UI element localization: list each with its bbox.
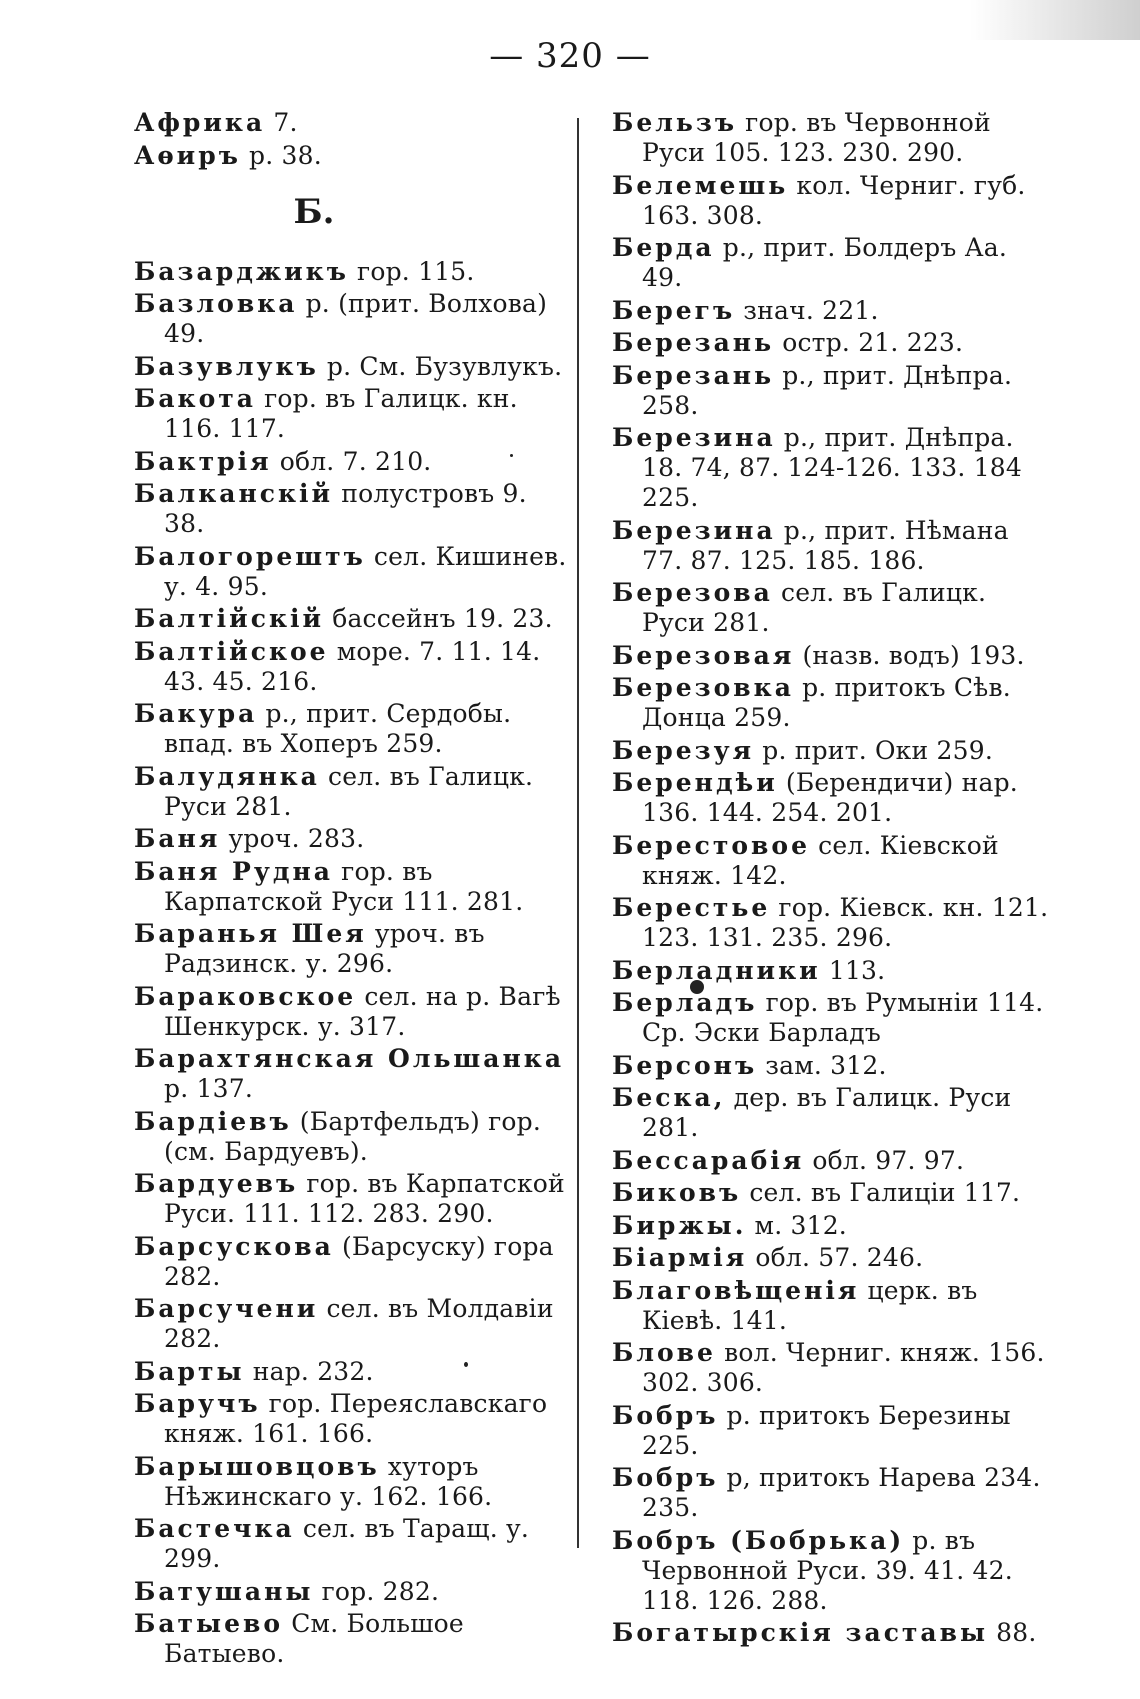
entry-headword: Батыево xyxy=(134,1609,284,1638)
entry-text: хуторъ Нѣжинскаго у. 162. 166. xyxy=(164,1451,493,1511)
index-entry xyxy=(612,673,1052,733)
entry-text: полустровъ 9. 38. xyxy=(164,479,527,538)
index-entry xyxy=(134,1232,574,1292)
index-entry xyxy=(612,1211,1052,1241)
index-entry xyxy=(612,893,1052,953)
entry-text: обл. 7. 210. xyxy=(271,446,432,476)
entry-text: сел. въ Галиціи 117. xyxy=(741,1178,1021,1207)
entry-headword: Берестье xyxy=(612,893,771,922)
entry-headword: Беска, xyxy=(612,1083,726,1112)
entry-text: (Берендичи) нар. 136. 144. 254. 201. xyxy=(642,768,1018,827)
index-entry xyxy=(134,1452,574,1512)
entry-headword: Базарджикъ xyxy=(134,256,349,286)
index-entry xyxy=(612,516,1052,576)
index-entry xyxy=(134,1107,574,1167)
entry-text: уроч. въ Радзинск. у. 296. xyxy=(164,919,485,978)
index-entry xyxy=(134,257,574,287)
entry-text: знач. 221. xyxy=(735,295,879,325)
entry-headword: Бессарабія xyxy=(612,1145,805,1175)
entry-text: гор. 282. xyxy=(313,1576,440,1606)
entry-headword: Батушаны xyxy=(134,1576,314,1606)
entry-headword: Бактрія xyxy=(134,446,272,476)
entry-headword: Бобръ xyxy=(612,1463,719,1492)
entry-headword: Березань xyxy=(612,328,775,357)
entry-text: р. (прит. Волхова) 49. xyxy=(164,289,548,348)
entry-text: р. прит. Оки 259. xyxy=(754,735,993,765)
right-entries xyxy=(612,108,1052,1648)
left-pre-entries xyxy=(134,108,574,171)
entry-headword: Аѳиръ xyxy=(134,140,241,170)
entry-headword: Балканскій xyxy=(134,479,334,508)
letter-heading: Б. xyxy=(293,191,335,232)
entry-headword: Базувлукъ xyxy=(134,351,319,381)
index-entry xyxy=(612,296,1052,326)
index-entry xyxy=(134,1389,574,1449)
entry-headword: Берладники xyxy=(612,955,821,985)
entry-headword: Бастечка xyxy=(134,1514,295,1543)
entry-text: р, притокъ Нарева 234. 235. xyxy=(642,1463,1041,1522)
entry-text: море. 7. 11. 14. 43. 45. 216. xyxy=(164,636,541,696)
index-entry xyxy=(134,1514,574,1574)
index-entry xyxy=(134,762,574,822)
index-entry xyxy=(612,1146,1052,1176)
entry-text: остр. 21. 223. xyxy=(774,328,964,357)
entry-headword: Биковъ xyxy=(612,1178,742,1207)
index-entry xyxy=(612,1338,1052,1398)
entry-headword: Базловка xyxy=(134,289,298,318)
index-entry xyxy=(134,982,574,1042)
index-entry xyxy=(134,1294,574,1354)
entry-text: нар. 232. xyxy=(244,1356,374,1386)
entry-text: См. Большое Батыево. xyxy=(164,1609,464,1668)
index-entry xyxy=(134,289,574,349)
entry-headword: Бельзъ xyxy=(612,108,737,137)
entry-text: 113. xyxy=(820,955,886,985)
index-entry xyxy=(612,1243,1052,1273)
index-entry xyxy=(612,1083,1052,1143)
entry-text: уроч. 283. xyxy=(220,824,365,853)
entry-text: сел. въ Галицк. Руси 281. xyxy=(642,578,987,637)
index-entry xyxy=(134,1609,574,1669)
entry-text: гор. 115. xyxy=(348,256,475,286)
entry-headword: Блове xyxy=(612,1338,716,1367)
entry-text: р. См. Бузувлукъ. xyxy=(318,351,563,381)
entry-headword: Бардуевъ xyxy=(134,1169,299,1198)
index-entry xyxy=(612,108,1052,168)
index-entry xyxy=(612,1526,1052,1616)
entry-headword: Барсучени xyxy=(134,1294,319,1323)
index-entry xyxy=(612,423,1052,513)
index-entry xyxy=(612,641,1052,671)
entry-headword: Берсонъ xyxy=(612,1050,758,1080)
entry-text: сел. на р. Вагѣ Шенкурск. у. 317. xyxy=(164,981,561,1041)
entry-headword: Березань xyxy=(612,360,775,390)
entry-headword: Березовая xyxy=(612,640,795,670)
entry-headword: Благовѣщенія xyxy=(612,1275,860,1305)
entry-headword: Баня xyxy=(134,824,221,853)
index-entry xyxy=(134,1169,574,1229)
entry-text: 88. xyxy=(988,1618,1037,1647)
entry-headword: Баня Рудна xyxy=(134,856,333,886)
entry-text: сел. Кіевской княж. 142. xyxy=(642,830,999,890)
entry-headword: Бобръ (Бобрька) xyxy=(612,1525,905,1555)
entry-text: зам. 312. xyxy=(757,1050,887,1080)
index-entry xyxy=(612,328,1052,358)
entry-text: кол. Черниг. губ. 163. 308. xyxy=(642,170,1026,230)
entry-headword: Березина xyxy=(612,423,776,452)
entry-text: р., прит. Нѣмана 77. 87. 125. 185. 186. xyxy=(642,515,1009,575)
index-entry xyxy=(612,736,1052,766)
index-entry xyxy=(134,108,574,138)
entry-text: гор. Переяславскаго княж. 161. 166. xyxy=(164,1389,548,1448)
entry-headword: Балтійскій xyxy=(134,604,325,633)
index-entry xyxy=(134,479,574,539)
entry-text: р., прит. Болдеръ Аа. 49. xyxy=(642,233,1008,292)
index-entry xyxy=(134,857,574,917)
entry-text: гор. въ Карпатской Руси. 111. 112. 283. 290. xyxy=(164,1169,565,1228)
entry-text: сел. въ Таращ. у. 299. xyxy=(164,1514,530,1573)
index-entry xyxy=(134,1357,574,1387)
left-column xyxy=(134,108,574,1672)
index-entry xyxy=(134,919,574,979)
entry-headword: Березуя xyxy=(612,735,755,765)
index-entry xyxy=(612,1276,1052,1336)
entry-headword: Балогорештъ xyxy=(134,541,366,571)
entry-headword: Бардіевъ xyxy=(134,1106,292,1136)
entry-headword: Балтійское xyxy=(134,636,329,666)
index-entry xyxy=(134,1044,574,1104)
entry-headword: Берда xyxy=(612,233,715,262)
entry-headword: Бобръ xyxy=(612,1400,719,1430)
entry-headword: Бакура xyxy=(134,699,258,728)
entry-headword: Богатырскія заставы xyxy=(612,1618,989,1647)
entry-text: обл. 97. 97. xyxy=(804,1145,965,1175)
entry-text: гор. въ Румыніи 114. Ср. Эски Барладъ xyxy=(642,988,1044,1047)
entry-text: бассейнъ 19. 23. xyxy=(324,604,553,633)
entry-headword: Біармія xyxy=(612,1243,748,1272)
entry-text: (Бартфельдъ) гор. (см. Бардуевъ). xyxy=(164,1106,542,1166)
scan-edge-shadow xyxy=(970,0,1140,40)
entry-headword: Барты xyxy=(134,1356,245,1386)
entry-headword: Бакота xyxy=(134,384,256,413)
entry-headword: Африка xyxy=(134,108,266,137)
index-entry xyxy=(612,956,1052,986)
entry-headword: Бараковское xyxy=(134,981,357,1011)
index-entry xyxy=(612,988,1052,1048)
entry-headword: Берендѣи xyxy=(612,768,778,797)
entry-text: 7. xyxy=(265,108,298,137)
entry-headword: Березовка xyxy=(612,673,794,702)
entry-text: гор. въ Червонной Руси 105. 123. 230. 290. xyxy=(642,108,991,167)
entry-headword: Баранья Шея xyxy=(134,919,367,948)
entry-text: гор. Кіевск. кн. 121. 123. 131. 235. 296. xyxy=(642,893,1049,952)
index-entry xyxy=(134,699,574,759)
entry-text: обл. 57. 246. xyxy=(747,1243,924,1272)
index-entry xyxy=(612,1463,1052,1523)
entry-text: р., прит. Сердобы. впад. въ Хоперъ 259. xyxy=(164,699,512,758)
index-entry xyxy=(612,1178,1052,1208)
index-entry xyxy=(134,637,574,697)
entry-headword: Берегъ xyxy=(612,295,736,325)
entry-text: р. притокъ Березины 225. xyxy=(642,1400,1011,1460)
index-entry xyxy=(612,1051,1052,1081)
entry-headword: Баручъ xyxy=(134,1389,261,1418)
index-entry xyxy=(612,1618,1052,1648)
entry-headword: Белемешь xyxy=(612,170,789,200)
entry-text: сел. Кишинев. у. 4. 95. xyxy=(164,541,567,601)
entry-text: сел. въ Молдавіи 282. xyxy=(164,1294,554,1353)
entry-headword: Балудянка xyxy=(134,761,320,791)
index-entry xyxy=(612,171,1052,231)
entry-text: вол. Черниг. княж. 156. 302. 306. xyxy=(642,1338,1045,1397)
index-entry xyxy=(134,824,574,854)
entry-headword: Берестовое xyxy=(612,830,810,860)
index-entry xyxy=(134,352,574,382)
left-entries xyxy=(134,257,574,1670)
index-entry xyxy=(612,831,1052,891)
index-entry xyxy=(612,233,1052,293)
index-entry xyxy=(612,361,1052,421)
entry-text: р., прит. Днѣпра. 18. 74, 87. 124-126. 133. 184 225. xyxy=(642,423,1023,512)
entry-headword: Барышовцовъ xyxy=(134,1451,380,1481)
entry-text: церк. въ Кіевѣ. 141. xyxy=(642,1275,978,1335)
entry-text: р. 38. xyxy=(240,140,322,170)
entry-text: (Барсуску) гора 282. xyxy=(164,1231,554,1291)
page-number: — 320 — xyxy=(489,36,651,76)
entry-headword: Барсускова xyxy=(134,1231,334,1261)
entry-text: гор. въ Карпатской Руси 111. 281. xyxy=(164,856,524,916)
entry-text: р., прит. Днѣпра. 258. xyxy=(642,360,1013,420)
entry-text: сел. въ Галицк. Руси 281. xyxy=(164,761,534,821)
entry-text: р. притокъ Сѣв. Донца 259. xyxy=(642,673,1011,732)
entry-headword: Барахтянская Ольшанка xyxy=(134,1044,565,1073)
entry-text: гор. въ Галицк. кн. 116. 117. xyxy=(164,384,518,443)
index-entry xyxy=(134,384,574,444)
right-column xyxy=(612,108,1052,1651)
index-entry xyxy=(134,447,574,477)
entry-headword: Биржы. xyxy=(612,1210,747,1240)
index-entry xyxy=(134,1577,574,1607)
entry-headword: Берладъ xyxy=(612,988,758,1017)
entry-text: дер. въ Галицк. Руси 281. xyxy=(642,1083,1012,1142)
index-entry xyxy=(612,1401,1052,1461)
index-entry xyxy=(134,141,574,171)
index-entry xyxy=(134,542,574,602)
entry-text: р. въ Червонной Руси. 39. 41. 42. 118. 126. 288. xyxy=(642,1525,1013,1615)
index-entry xyxy=(134,604,574,634)
index-entry xyxy=(612,578,1052,638)
index-entry xyxy=(612,768,1052,828)
entry-text: м. 312. xyxy=(746,1210,847,1240)
entry-text: (назв. водъ) 193. xyxy=(794,640,1025,670)
entry-text: р. 137. xyxy=(164,1074,253,1103)
entry-headword: Березина xyxy=(612,515,776,545)
column-divider xyxy=(577,118,579,1548)
entry-headword: Березова xyxy=(612,578,773,607)
